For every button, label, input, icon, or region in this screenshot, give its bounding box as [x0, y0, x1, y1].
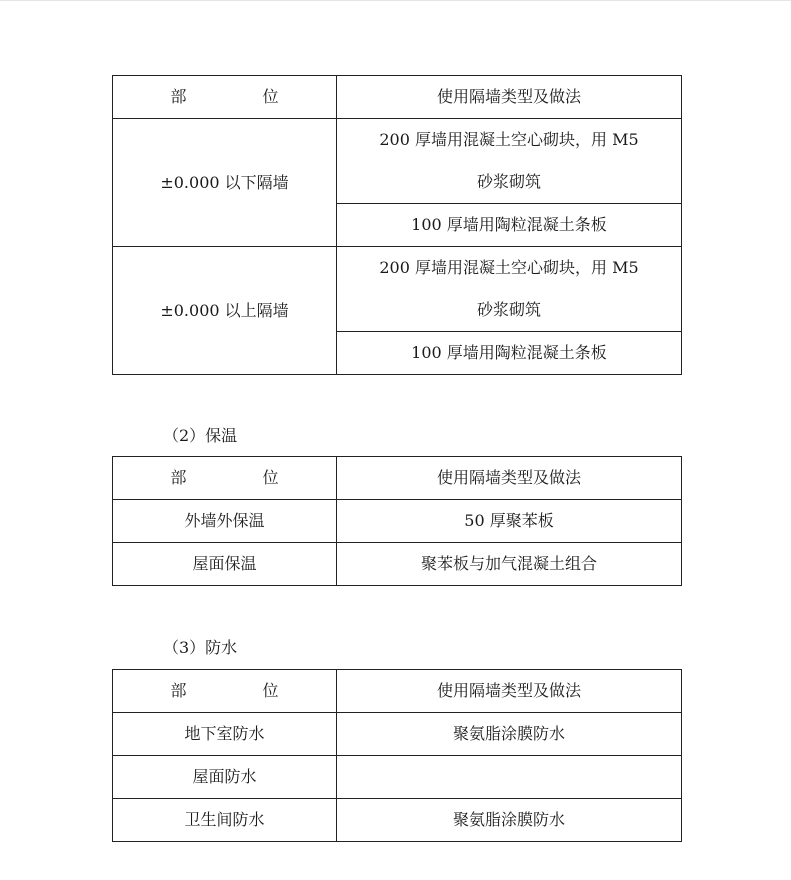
cell-method: 100 厚墙用陶粒混凝土条板 [337, 204, 682, 247]
cell-method: 100 厚墙用陶粒混凝土条板 [337, 332, 682, 375]
cell-method [337, 247, 682, 332]
header-part [113, 670, 337, 713]
table-row [113, 799, 682, 842]
table-row [113, 119, 682, 204]
table-header-row [113, 670, 682, 713]
header-method: 使用隔墙类型及做法 [337, 670, 682, 713]
waterproof-caption: （3）防水 [163, 638, 238, 657]
table-row [113, 500, 682, 543]
header-part-char-2: 位 [262, 468, 279, 487]
table-row [113, 543, 682, 586]
header-part [113, 457, 337, 500]
header-part-char-1: 部 [170, 681, 187, 700]
cell-part: ±0.000 以上隔墙 [113, 247, 337, 375]
cell-part: 屋面防水 [113, 756, 337, 799]
insulation-caption: （2）保温 [163, 426, 238, 445]
table-row [113, 247, 682, 332]
table-row [113, 713, 682, 756]
cell-method-line-2: 砂浆砌筑 [476, 172, 541, 191]
header-method: 使用隔墙类型及做法 [337, 457, 682, 500]
cell-part: ±0.000 以下隔墙 [113, 119, 337, 247]
waterproof-table [112, 669, 682, 842]
partition-wall-table [112, 75, 682, 375]
cell-method-line-1: 200 厚墙用混凝土空心砌块，用 M5 [379, 130, 639, 149]
header-part-char-2: 位 [262, 87, 279, 106]
cell-part: 外墙外保温 [113, 500, 337, 543]
cell-method: 50 厚聚苯板 [337, 500, 682, 543]
cell-part: 卫生间防水 [113, 799, 337, 842]
cell-method: 聚氨脂涂膜防水 [337, 799, 682, 842]
header-part-char-1: 部 [170, 468, 187, 487]
header-method: 使用隔墙类型及做法 [337, 76, 682, 119]
cell-method: 聚苯板与加气混凝土组合 [337, 543, 682, 586]
insulation-table [112, 456, 682, 586]
header-part [113, 76, 337, 119]
cell-part: 地下室防水 [113, 713, 337, 756]
table-row [113, 756, 682, 799]
cell-part: 屋面保温 [113, 543, 337, 586]
cell-method [337, 756, 682, 799]
page-top-border [0, 0, 791, 1]
cell-method [337, 119, 682, 204]
cell-method-line-1: 200 厚墙用混凝土空心砌块，用 M5 [379, 258, 639, 277]
cell-method: 聚氨脂涂膜防水 [337, 713, 682, 756]
cell-method-line-2: 砂浆砌筑 [476, 300, 541, 319]
header-part-char-1: 部 [170, 87, 187, 106]
header-part-char-2: 位 [262, 681, 279, 700]
table-header-row [113, 457, 682, 500]
table-header-row [113, 76, 682, 119]
